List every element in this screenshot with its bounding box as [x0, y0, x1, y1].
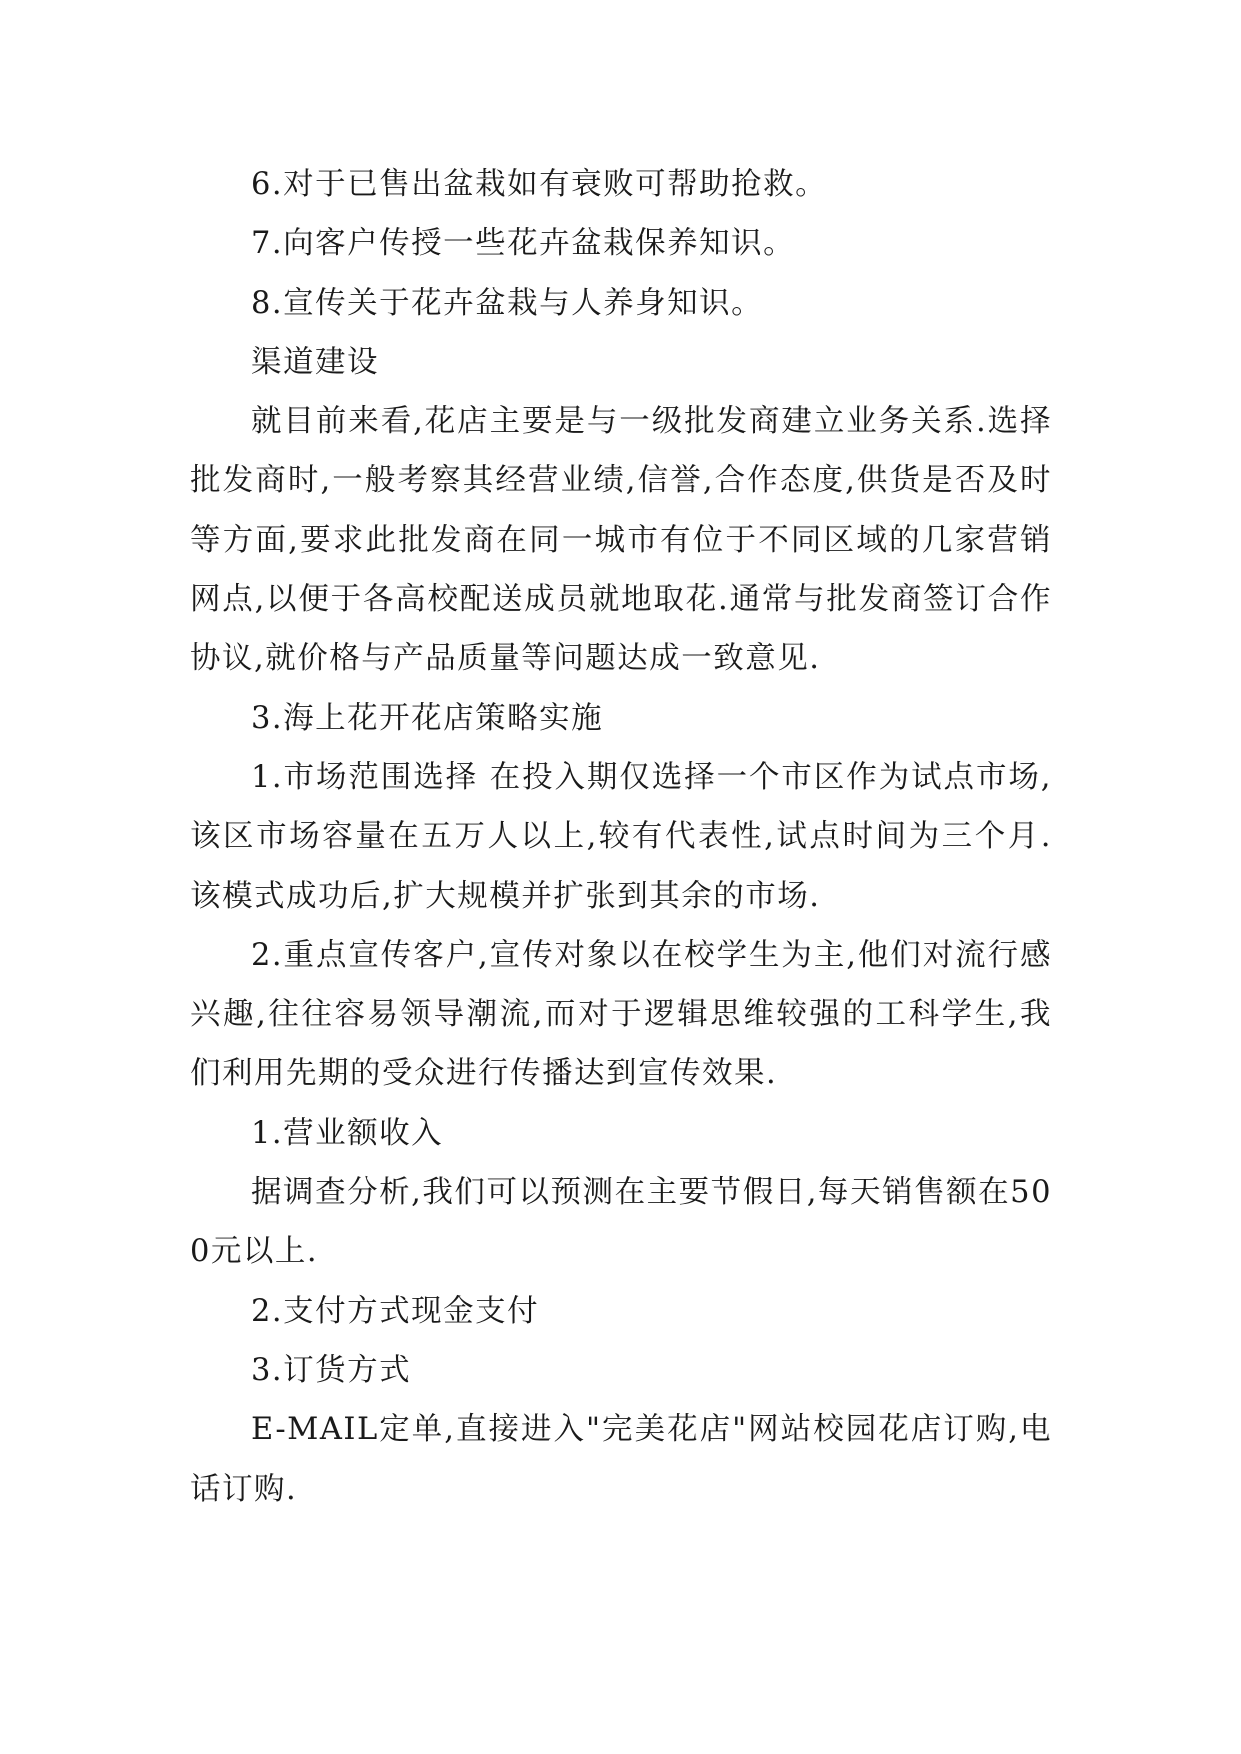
section-heading-channel: 渠道建设	[251, 344, 379, 380]
section-heading-revenue: 1.营业额收入	[251, 1115, 444, 1151]
section-heading-strategy: 3.海上花开花店策略实施	[251, 700, 604, 736]
paragraph-key-customers: 2.重点宣传客户,宣传对象以在校学生为主,他们对流行感兴趣,往往容易领导潮流,而对于逻辑思维较强的工科学生,我们利用先期的受众进行传播达到宣传效果.	[190, 937, 1052, 1092]
paragraph-item-7: 7.向客户传授一些花卉盆栽保养知识。	[251, 226, 796, 262]
section-heading-ordering: 3.订货方式	[251, 1352, 412, 1388]
paragraph-market-scope: 1.市场范围选择 在投入期仅选择一个市区作为试点市场,该区市场容量在五万人以上,较有代表性,试点时间为三个月.该模式成功后,扩大规模并扩张到其余的市场.	[190, 759, 1052, 914]
paragraph-ordering-body: E-MAIL定单,直接进入"完美花店"网站校园花店订购,电话订购.	[190, 1412, 1052, 1507]
paragraph-payment: 2.支付方式现金支付	[251, 1293, 540, 1329]
document-body	[190, 155, 1052, 1519]
paragraph-item-8: 8.宣传关于花卉盆栽与人养身知识。	[251, 285, 764, 321]
paragraph-channel-body: 就目前来看,花店主要是与一级批发商建立业务关系.选择批发商时,一般考察其经营业绩,信誉,合作态度,供货是否及时等方面,要求此批发商在同一城市有位于不同区域的几家营销网点,以便于各高校配送成员就地取花.通常与批发商签订合作协议,就价格与产品质量等问题达成一致意见.	[190, 404, 1052, 677]
paragraph-item-6: 6.对于已售出盆栽如有衰败可帮助抢救。	[251, 167, 828, 202]
paragraph-revenue-body: 据调查分析,我们可以预测在主要节假日,每天销售额在500元以上.	[190, 1175, 1052, 1270]
